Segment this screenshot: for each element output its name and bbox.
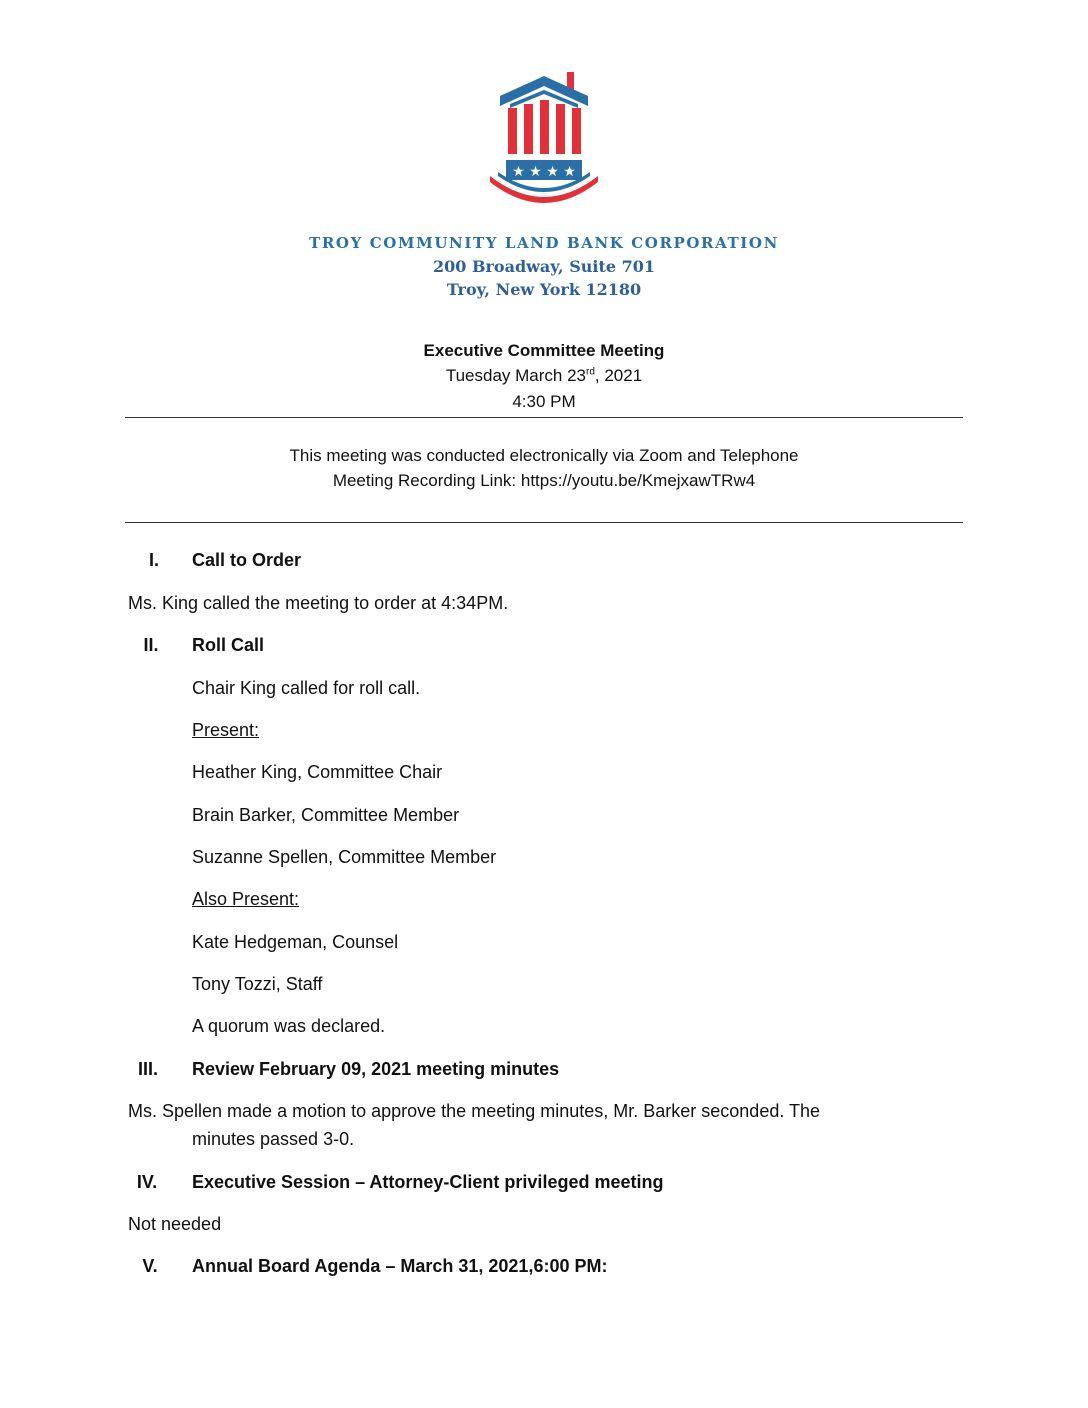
section-3-text-line1: Ms. Spellen made a motion to approve the meeting minutes, Mr. Barker seconded. The — [128, 1101, 821, 1121]
section-2-title: Roll Call — [192, 635, 265, 655]
org-name: TROY COMMUNITY LAND BANK CORPORATION — [309, 234, 779, 252]
also-present-label: Also Present: — [192, 889, 300, 909]
org-address-line2: Troy, New York 12180 — [446, 280, 642, 299]
section-3-text-line2: minutes passed 3-0. — [192, 1129, 355, 1149]
meeting-conducted-note: This meeting was conducted electronically via Zoom and Telephone — [289, 446, 799, 465]
member-1: Heather King, Committee Chair — [192, 762, 443, 782]
section-1-number: I. — [148, 550, 159, 570]
svg-text:★ ★ ★ ★: ★ ★ ★ ★ — [512, 164, 576, 180]
member-3: Suzanne Spellen, Committee Member — [192, 847, 497, 867]
section-3-title: Review February 09, 2021 meeting minutes — [192, 1059, 560, 1079]
present-label: Present: — [192, 720, 260, 740]
other-1: Kate Hedgeman, Counsel — [192, 932, 399, 952]
meeting-date — [0, 366, 1088, 386]
org-address-line1: 200 Broadway, Suite 701 — [433, 257, 655, 276]
meeting-date-ordinal: rd — [586, 366, 595, 378]
divider-top — [125, 417, 963, 418]
divider-bottom — [125, 522, 963, 523]
quorum-note: A quorum was declared. — [192, 1016, 386, 1036]
section-4-title: Executive Session – Attorney-Client privileged meeting — [192, 1172, 664, 1192]
section-2-number: II. — [143, 635, 159, 655]
section-4-text: Not needed — [128, 1214, 222, 1234]
member-2: Brain Barker, Committee Member — [192, 805, 460, 825]
meeting-date-suffix: , 2021 — [594, 366, 643, 385]
other-2: Tony Tozzi, Staff — [192, 974, 323, 994]
section-5-number: V. — [142, 1256, 158, 1276]
land-bank-logo — [480, 68, 608, 208]
section-1-text: Ms. King called the meeting to order at 4:34PM. — [128, 593, 509, 613]
section-1-title: Call to Order — [192, 550, 302, 570]
section-4-number: IV. — [136, 1172, 158, 1192]
meeting-recording-link: Meeting Recording Link: https://youtu.be/KmejxawTRw4 — [332, 471, 756, 490]
meeting-time: 4:30 PM — [512, 392, 576, 411]
section-3-number: III. — [137, 1059, 158, 1079]
roll-call-intro: Chair King called for roll call. — [192, 678, 421, 698]
section-5-title: Annual Board Agenda – March 31, 2021,6:00 PM: — [192, 1256, 608, 1276]
meeting-date-prefix: Tuesday March 23 — [445, 366, 586, 385]
meeting-title: Executive Committee Meeting — [423, 341, 665, 360]
